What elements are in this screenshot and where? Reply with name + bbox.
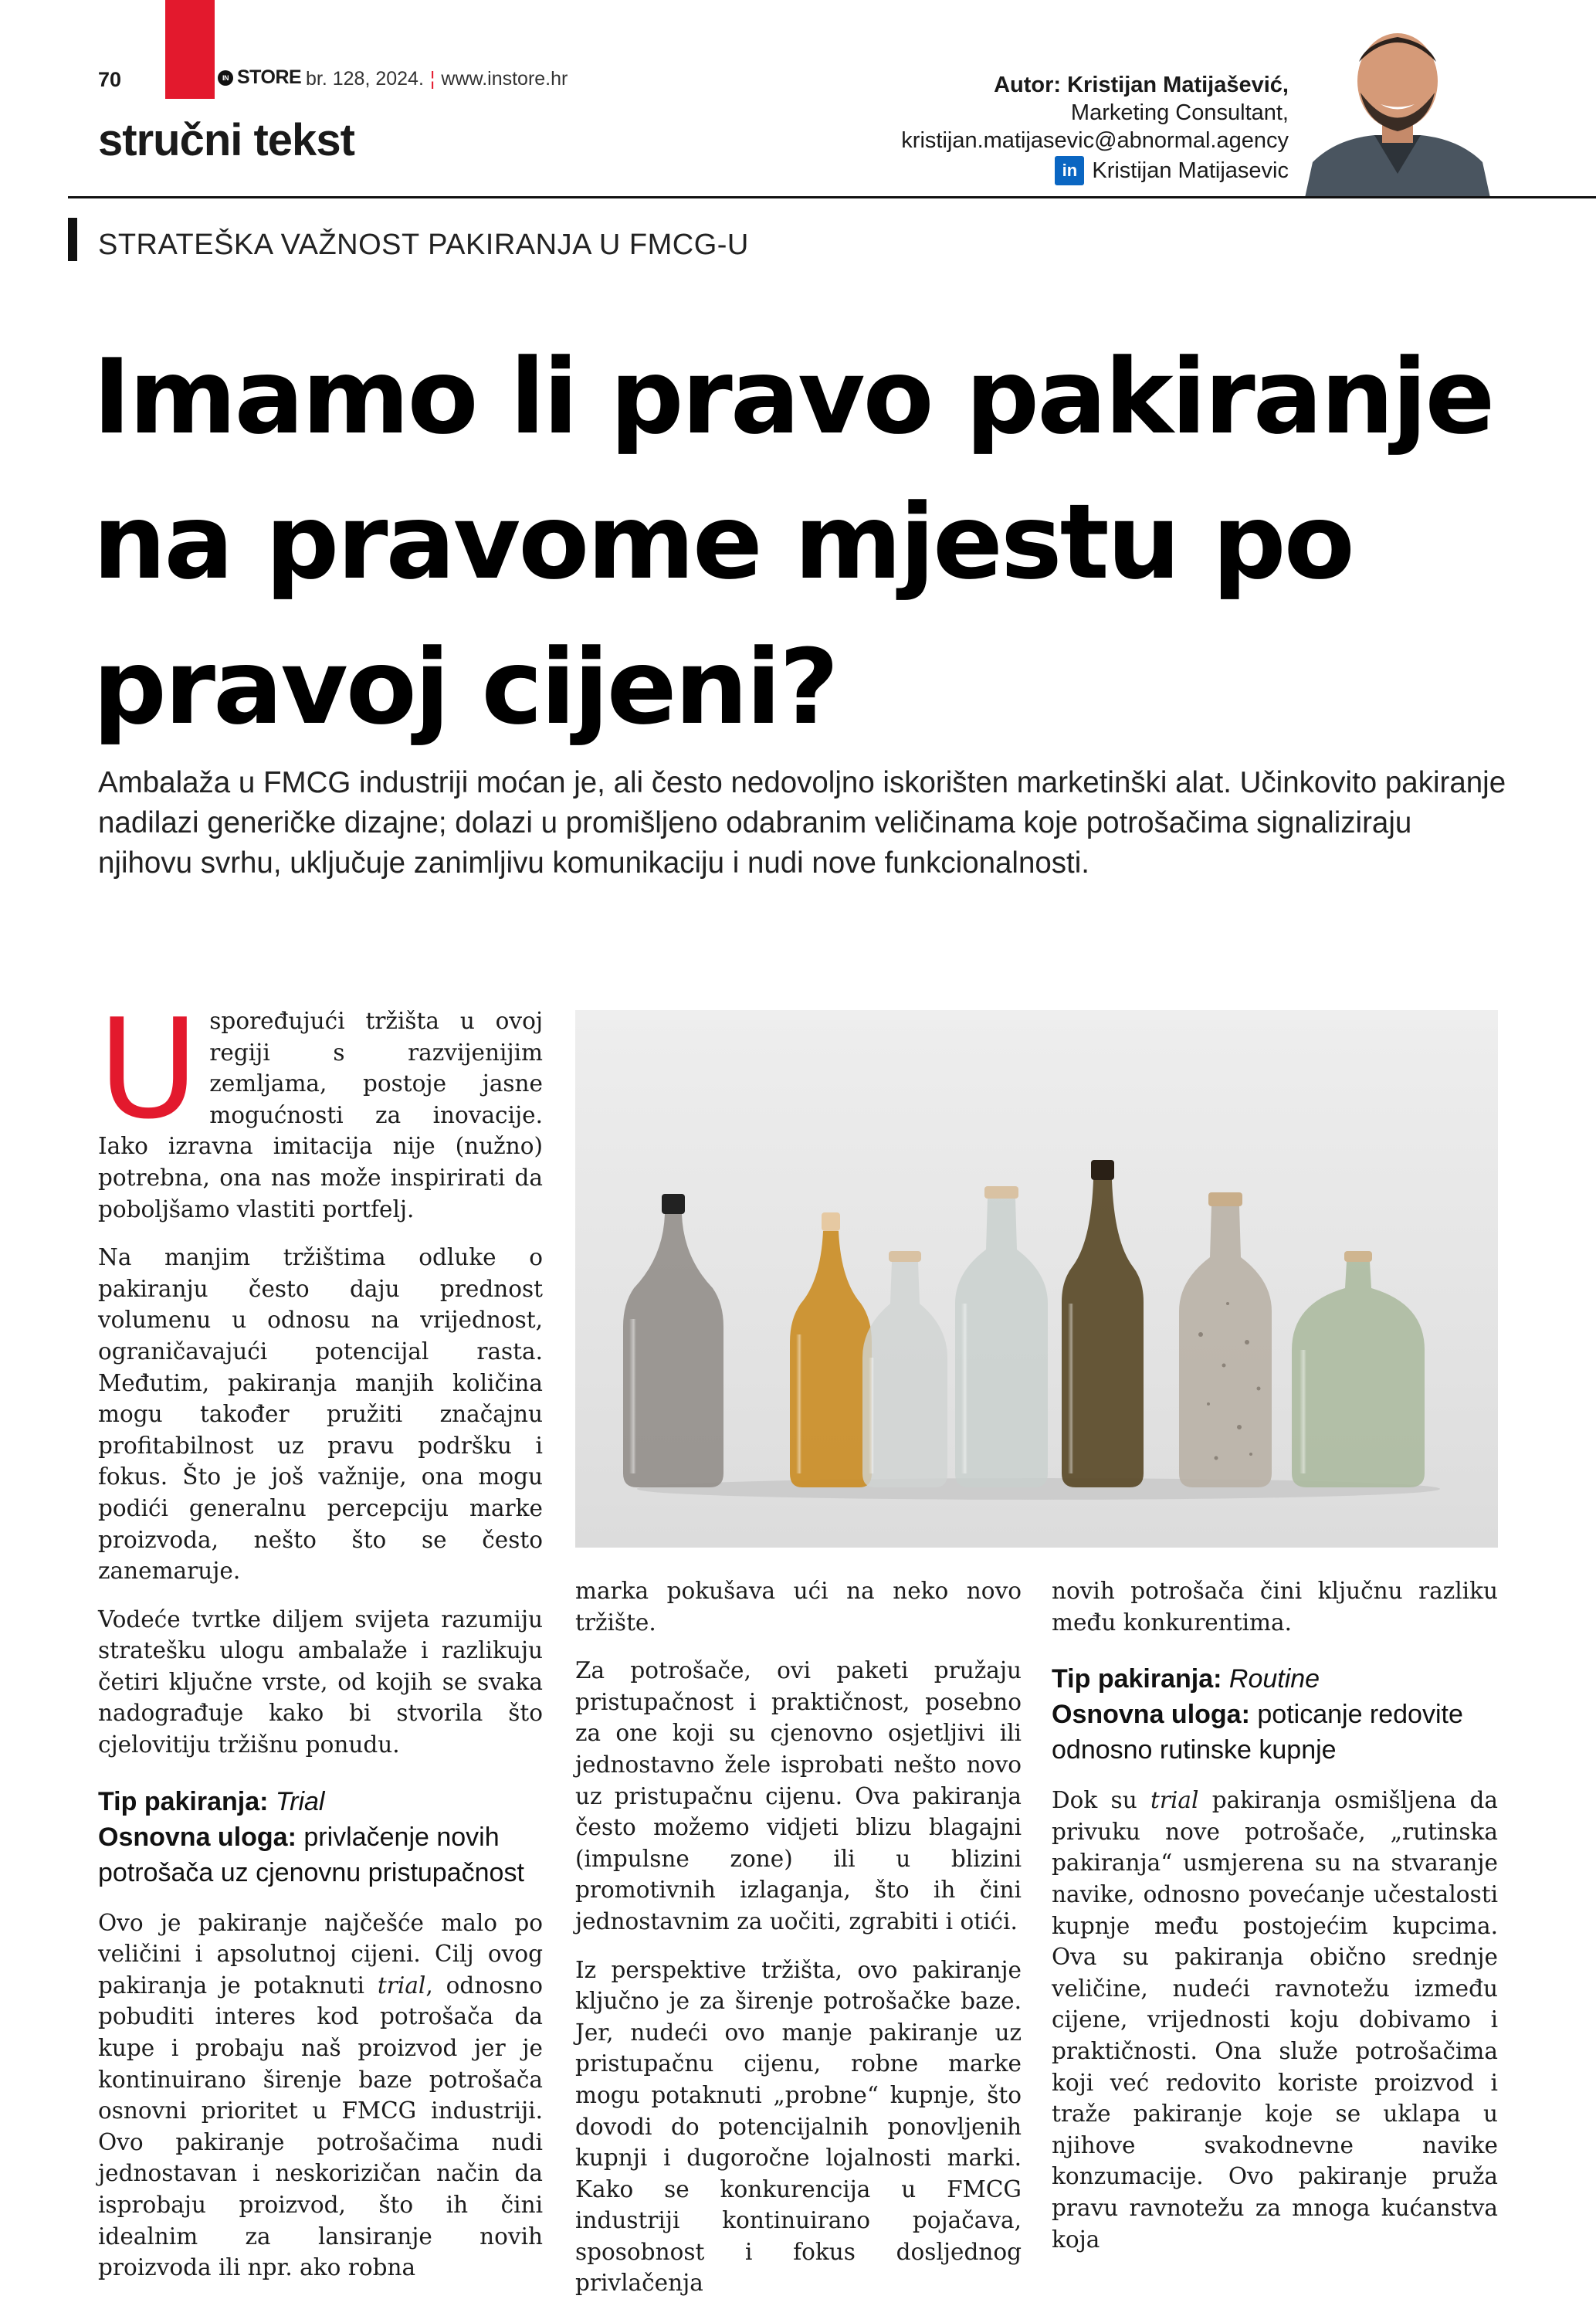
paragraph — [98, 1907, 543, 2284]
headline-line: na pravome mjestu po — [93, 482, 1353, 602]
emphasis: trial — [377, 1972, 426, 1999]
subhead-trial — [98, 1784, 543, 1890]
column-2 — [575, 1575, 1022, 2316]
emphasis: trial — [1150, 1787, 1199, 1814]
paragraph: Iz perspektive tržišta, ovo pakiranje ključno je za širenje potrošačke baze. Jer, nudeći ovo manje pakiranje uz pristupačnu cijenu, robne marke mogu potaknuti „probne“ kupnje, što dovodi do potencijalnih ponovljenih kupnji i dugoročne lojalnosti marki. Kako se konkurencija u FMCG industriji kontinuirano pojačava, sposobnost i fokus dosljednog privlačenja — [575, 1956, 1022, 2297]
author-name: Autor: Kristijan Matijašević, — [994, 73, 1289, 97]
subhead-role-label: Osnovna uloga: — [1052, 1700, 1250, 1730]
paragraph: Vodeće tvrtke diljem svijeta razumiju stratešku ulogu ambalaže i razlikuju četiri ključne vrste, od kojih se svaka nadograđuje kako bi stvorila što cjelovitiju tržišnu ponudu. — [98, 1606, 543, 1758]
header-rule — [68, 196, 1596, 198]
paragraph: Na manjim tržištima odluke o pakiranju često daju prednost volumenu u odnosu na vrijednost, ograničavajući potencijal rasta. Međutim, pakiranja manjih količina mogu također pružiti značajnu profitabilnost uz pravu podršku i fokus. Što je još važnije, ona mogu podići generalnu percepciju marke proizvoda, nešto što se često zanemaruje. — [98, 1244, 543, 1585]
instore-logo — [218, 66, 301, 89]
subhead-role-value: privlačenje novih potrošača uz cjenovnu pristupačnost — [98, 1822, 524, 1887]
subhead-type-value: Trial — [275, 1786, 325, 1816]
page-number: 70 — [98, 68, 122, 91]
issue-info — [306, 68, 568, 90]
subhead-type-label: Tip pakiranja: — [1052, 1664, 1222, 1694]
linkedin-icon: in — [1055, 156, 1084, 185]
paragraph-text: Ovo je pakiranje najčešće malo po veličini i apsolutnoj cijeni. Cilj ovog pakiranja je potaknuti — [98, 1909, 543, 1999]
section-label: stručni tekst — [98, 115, 354, 165]
author-photo — [1305, 8, 1490, 198]
paragraph-text: , odnosno pobuditi interes kod potrošača da kupe i probaju naš proizvod jer je kontinuirano širenje baze potrošača osnovni prioritet u FMCG industriji. Ovo pakiranje potrošačima nudi jednostavan i neskorizičan način da isprobaju proizvod, što ih čini idealnim za lansiranje novih proizvoda ili npr. ako robna — [98, 1972, 543, 2281]
subhead-type-value: Routine — [1228, 1664, 1320, 1694]
author-email[interactable]: kristijan.matijasevic@abnormal.agency — [901, 128, 1289, 153]
separator: ¦ — [429, 68, 435, 90]
paragraph: Za potrošače, ovi paketi pružaju pristupačnost i praktičnost, posebno za one koji su cjenovno osjetljivi ili jednostavno žele isprobati nešto novo uz pristupačnu cijenu. Ova pakiranja često možemo vidjeti blizu blagajni (impulsne zone) ili u blizini promotivnih izlaganja, što ih čini jednostavnim za uočiti, zgrabiti i otići. — [575, 1657, 1022, 1935]
bottles-photo — [575, 1010, 1498, 1548]
kicker-bar — [68, 218, 77, 261]
issue-number: br. 128, 2024. — [306, 68, 424, 90]
column-1 — [98, 989, 543, 2301]
subhead-routine — [1052, 1661, 1498, 1768]
subhead-type-label: Tip pakiranja: — [98, 1786, 269, 1816]
linkedin-profile[interactable] — [1055, 156, 1289, 185]
author-block — [901, 71, 1289, 185]
subhead-role-label: Osnovna uloga: — [98, 1822, 296, 1852]
logo-in-badge: IN — [218, 70, 233, 86]
website-link[interactable]: www.instore.hr — [441, 68, 568, 90]
paragraph — [1052, 1785, 1498, 2255]
paragraph-text: Dok su — [1052, 1787, 1137, 1814]
subhead-role-value: poticanje redovite odnosno rutinske kupnje — [1052, 1700, 1463, 1765]
paragraph: marka pokušava ući na neko novo tržište. — [575, 1578, 1022, 1636]
article-kicker: STRATEŠKA VAŽNOST PAKIRANJA U FMCG-U — [98, 229, 749, 261]
paragraph: novih potrošača čini ključnu razliku među konkurentima. — [1052, 1578, 1498, 1636]
logo-text: STORE — [237, 66, 302, 88]
drop-cap: U — [98, 989, 199, 1149]
red-tab-accent — [165, 0, 215, 99]
paragraph-text: pakiranja osmišljena da privuku nove potrošače, „rutinska pakiranja“ usmjerena su na stvaranje navike, odnosno povećanje učestalosti kupnje među postojećim kupcima. Ova su pakiranja obično srednje veličine, nudeći ravnotežu između cijene, vrijednosti koju dobivamo i praktičnosti. Ona služe potrošačima koji već redovito koriste proizvod i traže pakiranje koje se uklapa u njihove svakodnevne navike konzumacije. Ovo pakiranje pruža pravu ravnotežu za mnoga kućanstva koja — [1052, 1787, 1498, 2253]
headline-line: Imamo li pravo pakiranje — [93, 337, 1493, 457]
linkedin-name: Kristijan Matijasevic — [1092, 158, 1289, 183]
author-role: Marketing Consultant, — [1070, 100, 1289, 125]
column-3 — [1052, 1575, 1498, 2272]
headline-line: pravoj cijeni? — [93, 627, 837, 748]
article-headline — [93, 324, 1513, 760]
paragraph — [98, 989, 543, 1225]
article-lead: Ambalaža u FMCG industriji moćan je, ali često nedovoljno iskorišten marketinški alat. Učinkovito pakiranje nadilazi generičke dizajne; dolazi u promišljeno odabranim veličinama koje potrošačima signaliziraju njihovu svrhu, uključuje zanimljivu komunikaciju i nudi nove funkcionalnosti. — [98, 766, 1506, 880]
paragraph-text: spoređujući tržišta u ovoj regiji s razvijenijim zemljama, postoje jasne mogućnosti za inovacije. Iako izravna imitacija nije (nužno) potrebna, ona nas može inspirirati da poboljšamo vlastiti portfelj. — [98, 1008, 543, 1222]
